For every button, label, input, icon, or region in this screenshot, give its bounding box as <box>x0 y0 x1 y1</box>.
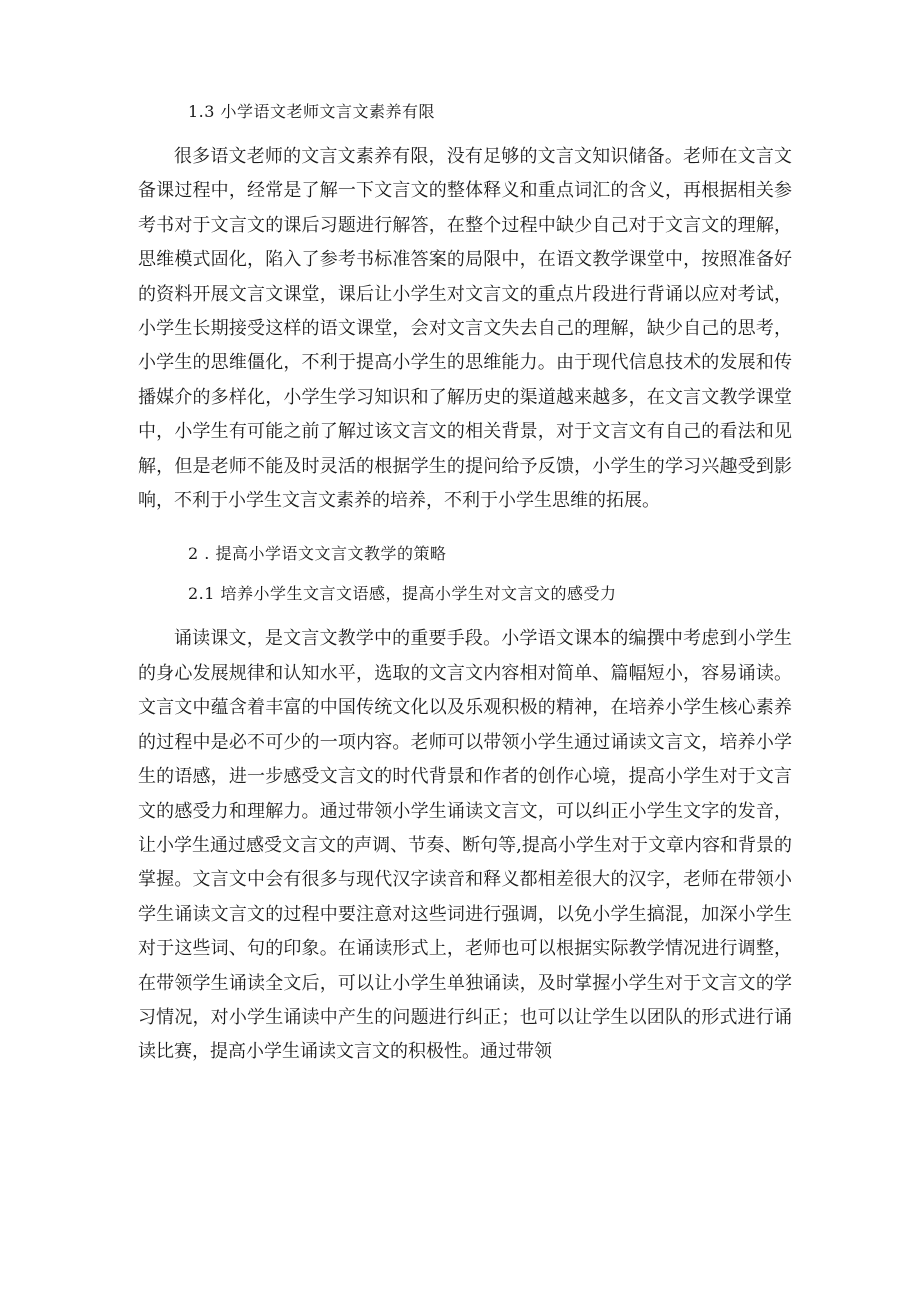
section-heading-2-1: 2.1 培养小学生文言文语感，提高小学生对文言文的感受力 <box>188 584 617 604</box>
section-heading-1-3: 1.3 小学语文老师文言文素养有限 <box>188 102 436 121</box>
paragraph-2-1: 诵读课文，是文言文教学中的重要手段。小学语文课本的编撰中考虑到小学生的身心发展规律和认知水平，选取的文言文内容相对简单、篇幅短小，容易诵读。文言文中蕴含着丰富的中国传统文化以及乐观积极的精神，在培养小学生核心素养的过程中是必不可少的一项内容。老师可以带领小学生通过诵读文言文，培养小学生的语感，进一步感受文言文的时代背景和作者的创作心境，提高小学生对于文言文的感受力和理解力。通过带领小学生诵读文言文，可以纠正小学生文字的发音，让小学生通过感受文言文的声调、节奏、断句等,提高小学生对于文章内容和背景的掌握。文言文中会有很多与现代汉字读音和释义都相差很大的汉字，老师在带领小学生诵读文言文的过程中要注意对这些词进行强调，以免小学生搞混，加深小学生对于这些词、句的印象。在诵读形式上，老师也可以根据实际教学情况进行调整，在带领学生诵读全文后，可以让小学生单独诵读，及时掌握小学生对于文言文的学习情况，对小学生诵读中产生的问题进行纠正；也可以让学生以团队的形式进行诵读比赛，提高小学生诵读文言文的积极性。通过带领 <box>138 628 792 1063</box>
paragraph-1-3: 很多语文老师的文言文素养有限，没有足够的文言文知识储备。老师在文言文备课过程中，经常是了解一下文言文的整体释义和重点词汇的含义，再根据相关参考书对于文言文的课后习题进行解答，在整个过程中缺少自己对于文言文的理解，思维模式固化，陷入了参考书标准答案的局限中，在语文教学课堂中，按照准备好的资料开展文言文课堂，课后让小学生对文言文的重点片段进行背诵以应对考试，小学生长期接受这样的语文课堂，会对文言文失去自己的理解，缺少自己的思考，小学生的思维僵化，不利于提高小学生的思维能力。由于现代信息技术的发展和传播媒介的多样化，小学生学习知识和了解历史的渠道越来越多，在文言文教学课堂中，小学生有可能之前了解过该文言文的相关背景，对于文言文有自己的看法和见解，但是老师不能及时灵活的根据学生的提问给予反馈，小学生的学习兴趣受到影响，不利于小学生文言文素养的培养，不利于小学生思维的拓展。 <box>138 146 792 512</box>
section-heading-2: 2 . 提高小学语文文言文教学的策略 <box>188 544 447 564</box>
spacer <box>0 518 920 542</box>
spacer <box>0 566 920 582</box>
